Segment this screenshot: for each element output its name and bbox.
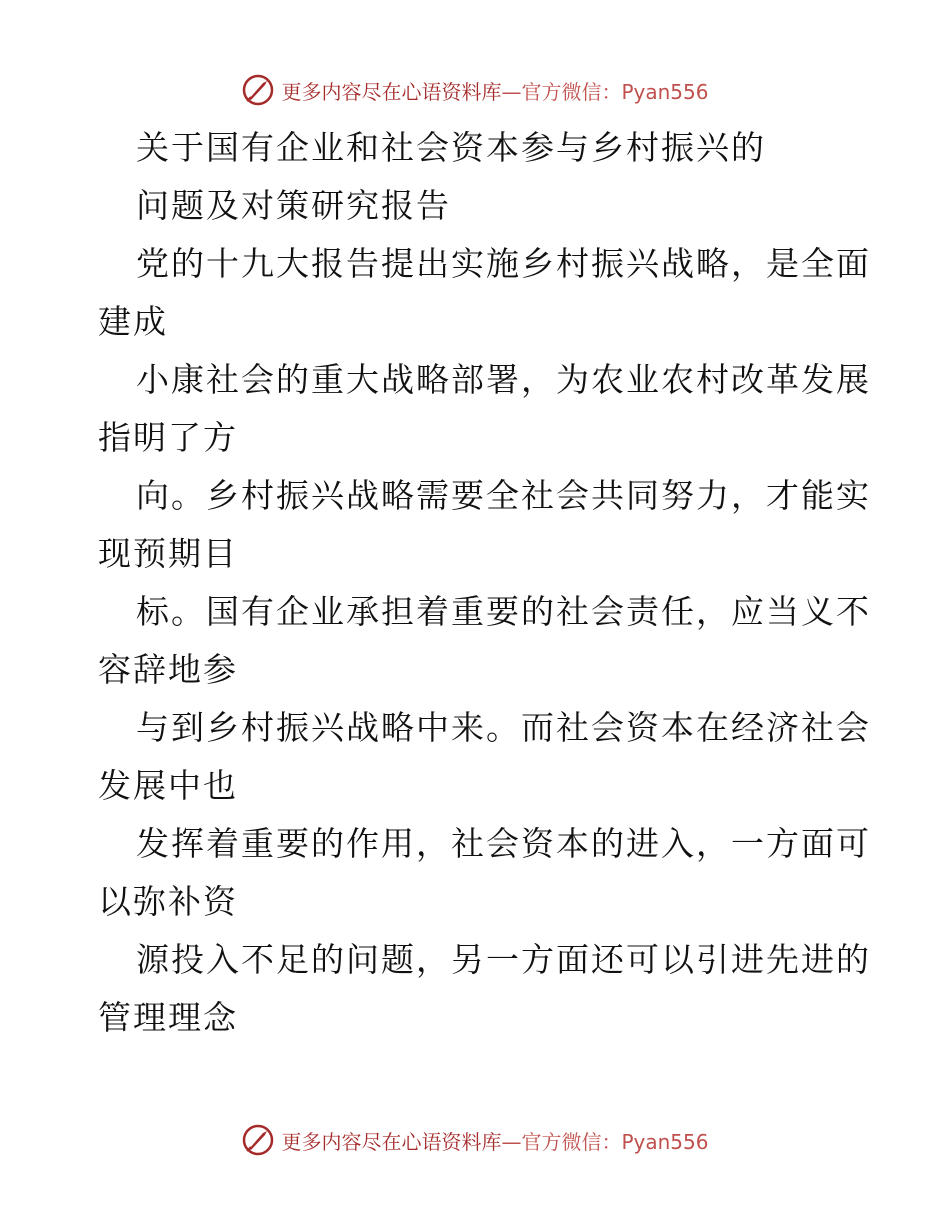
paragraph-line: 现预期目 <box>98 534 238 573</box>
paragraph-line: 容辞地参 <box>98 650 238 689</box>
paragraph-line: 向。乡村振兴战略需要全社会共同努力，才能实 <box>136 476 871 515</box>
paragraph-line: 党的十九大报告提出实施乡村振兴战略，是全面 <box>136 244 871 283</box>
footer-banner <box>0 1120 950 1160</box>
document-title-line-2: 问题及对策研究报告 <box>136 186 451 225</box>
banner-contact-text: —官方微信：Pyan556 <box>501 1129 709 1154</box>
paragraph-line: 与到乡村振兴战略中来。而社会资本在经济社会 <box>136 708 871 747</box>
paragraph-line: 发展中也 <box>98 766 238 805</box>
paragraph-line: 指明了方 <box>98 418 238 457</box>
paragraph-line: 小康社会的重大战略部署，为农业农村改革发展 <box>136 360 871 399</box>
quill-pen-logo-icon <box>241 1123 275 1157</box>
banner-contact-text: —官方微信：Pyan556 <box>501 79 709 104</box>
paragraph-line: 发挥着重要的作用，社会资本的进入，一方面可 <box>136 824 871 863</box>
paragraph-line: 建成 <box>98 302 168 341</box>
paragraph-line: 源投入不足的问题，另一方面还可以引进先进的 <box>136 940 871 979</box>
paragraph-line: 标。国有企业承担着重要的社会责任，应当义不 <box>136 592 871 631</box>
banner-site-text: 更多内容尽在心语资料库 <box>281 1129 502 1154</box>
header-banner <box>0 70 950 110</box>
document-title-line-1: 关于国有企业和社会资本参与乡村振兴的 <box>136 128 766 167</box>
banner-site-text: 更多内容尽在心语资料库 <box>281 79 502 104</box>
quill-pen-logo-icon <box>241 73 275 107</box>
paragraph-line: 以弥补资 <box>98 882 238 921</box>
paragraph-line: 管理理念 <box>98 998 238 1037</box>
